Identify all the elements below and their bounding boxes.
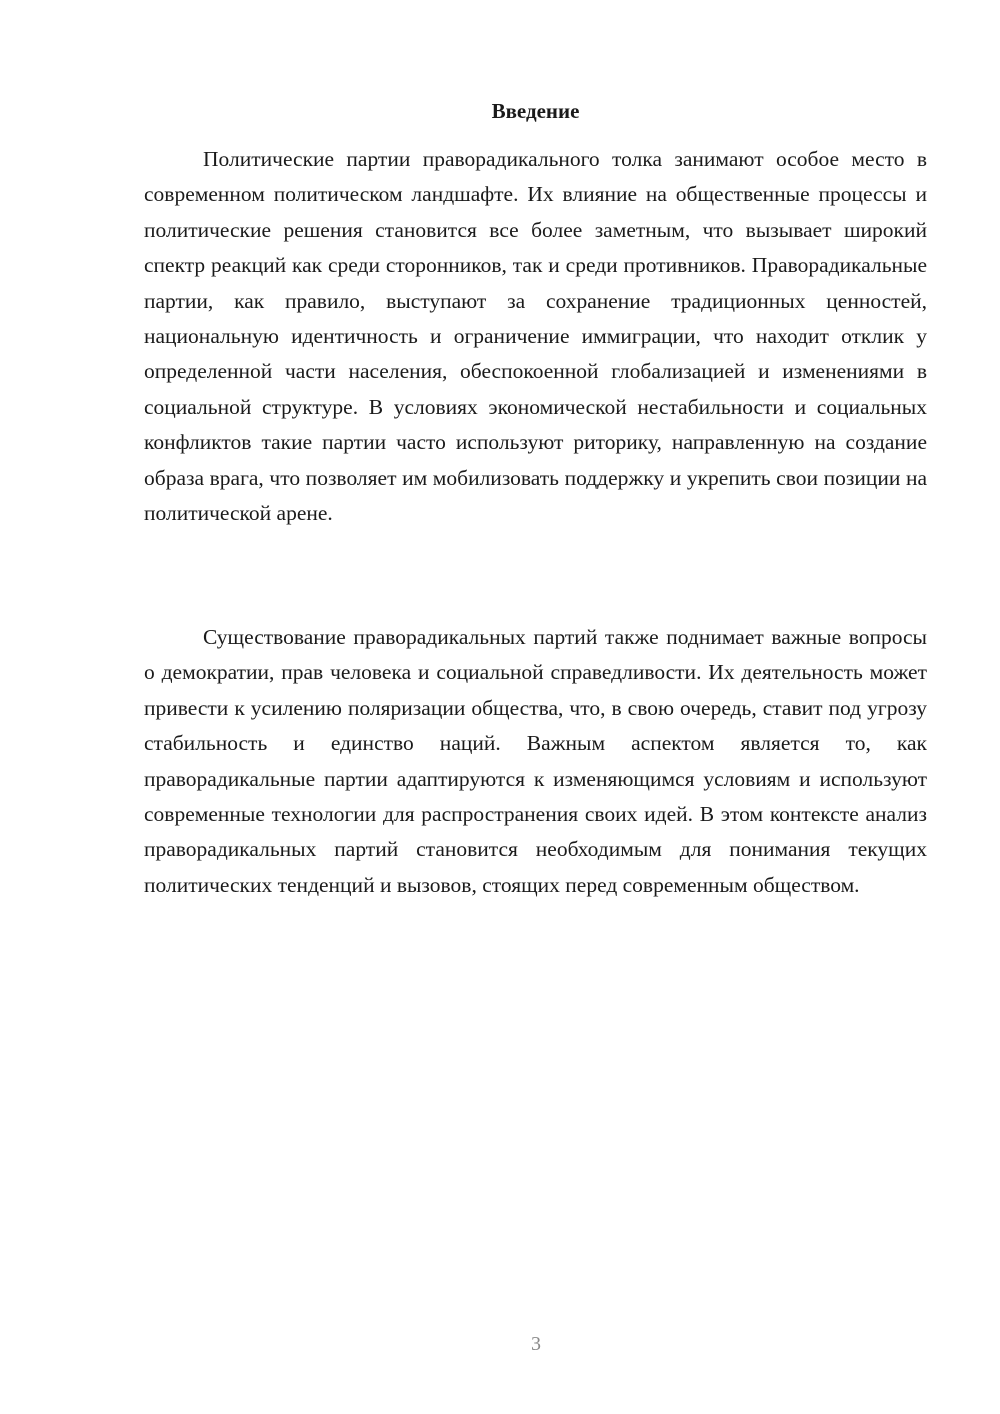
- body-paragraph-2: Существование праворадикальных партий также поднимает важные вопросы о демократии, прав человека и социальной справедливости. Их деятельность может привести к усилению поляризации общества, что, в свою очередь, ставит под угрозу стабильность и единство наций. Важным аспектом является то, как праворадикальные партии адаптируются к изменяющимся условиям и используют современные технологии для распространения своих идей. В этом контексте анализ праворадикальных партий становится необходимым для понимания текущих политических тенденций и вызовов, стоящих перед современным обществом.: [144, 625, 927, 897]
- body-paragraph-1: Политические партии праворадикального толка занимают особое место в современном политическом ландшафте. Их влияние на общественные процессы и политические решения становится все более заметным, что вызывает широкий спектр реакций как среди сторонников, так и среди противников. Праворадикальные партии, как правило, выступают за сохранение традиционных ценностей, национальную идентичность и ограничение иммиграции, что находит отклик у определенной части населения, обеспокоенной глобализацией и изменениями в социальной структуре. В условиях экономической нестабильности и социальных конфликтов такие партии часто используют риторику, направленную на создание образа врага, что позволяет им мобилизовать поддержку и укрепить свои позиции на политической арене.: [144, 147, 927, 526]
- page-number: 3: [531, 1333, 541, 1355]
- section-heading: Введение: [491, 99, 580, 123]
